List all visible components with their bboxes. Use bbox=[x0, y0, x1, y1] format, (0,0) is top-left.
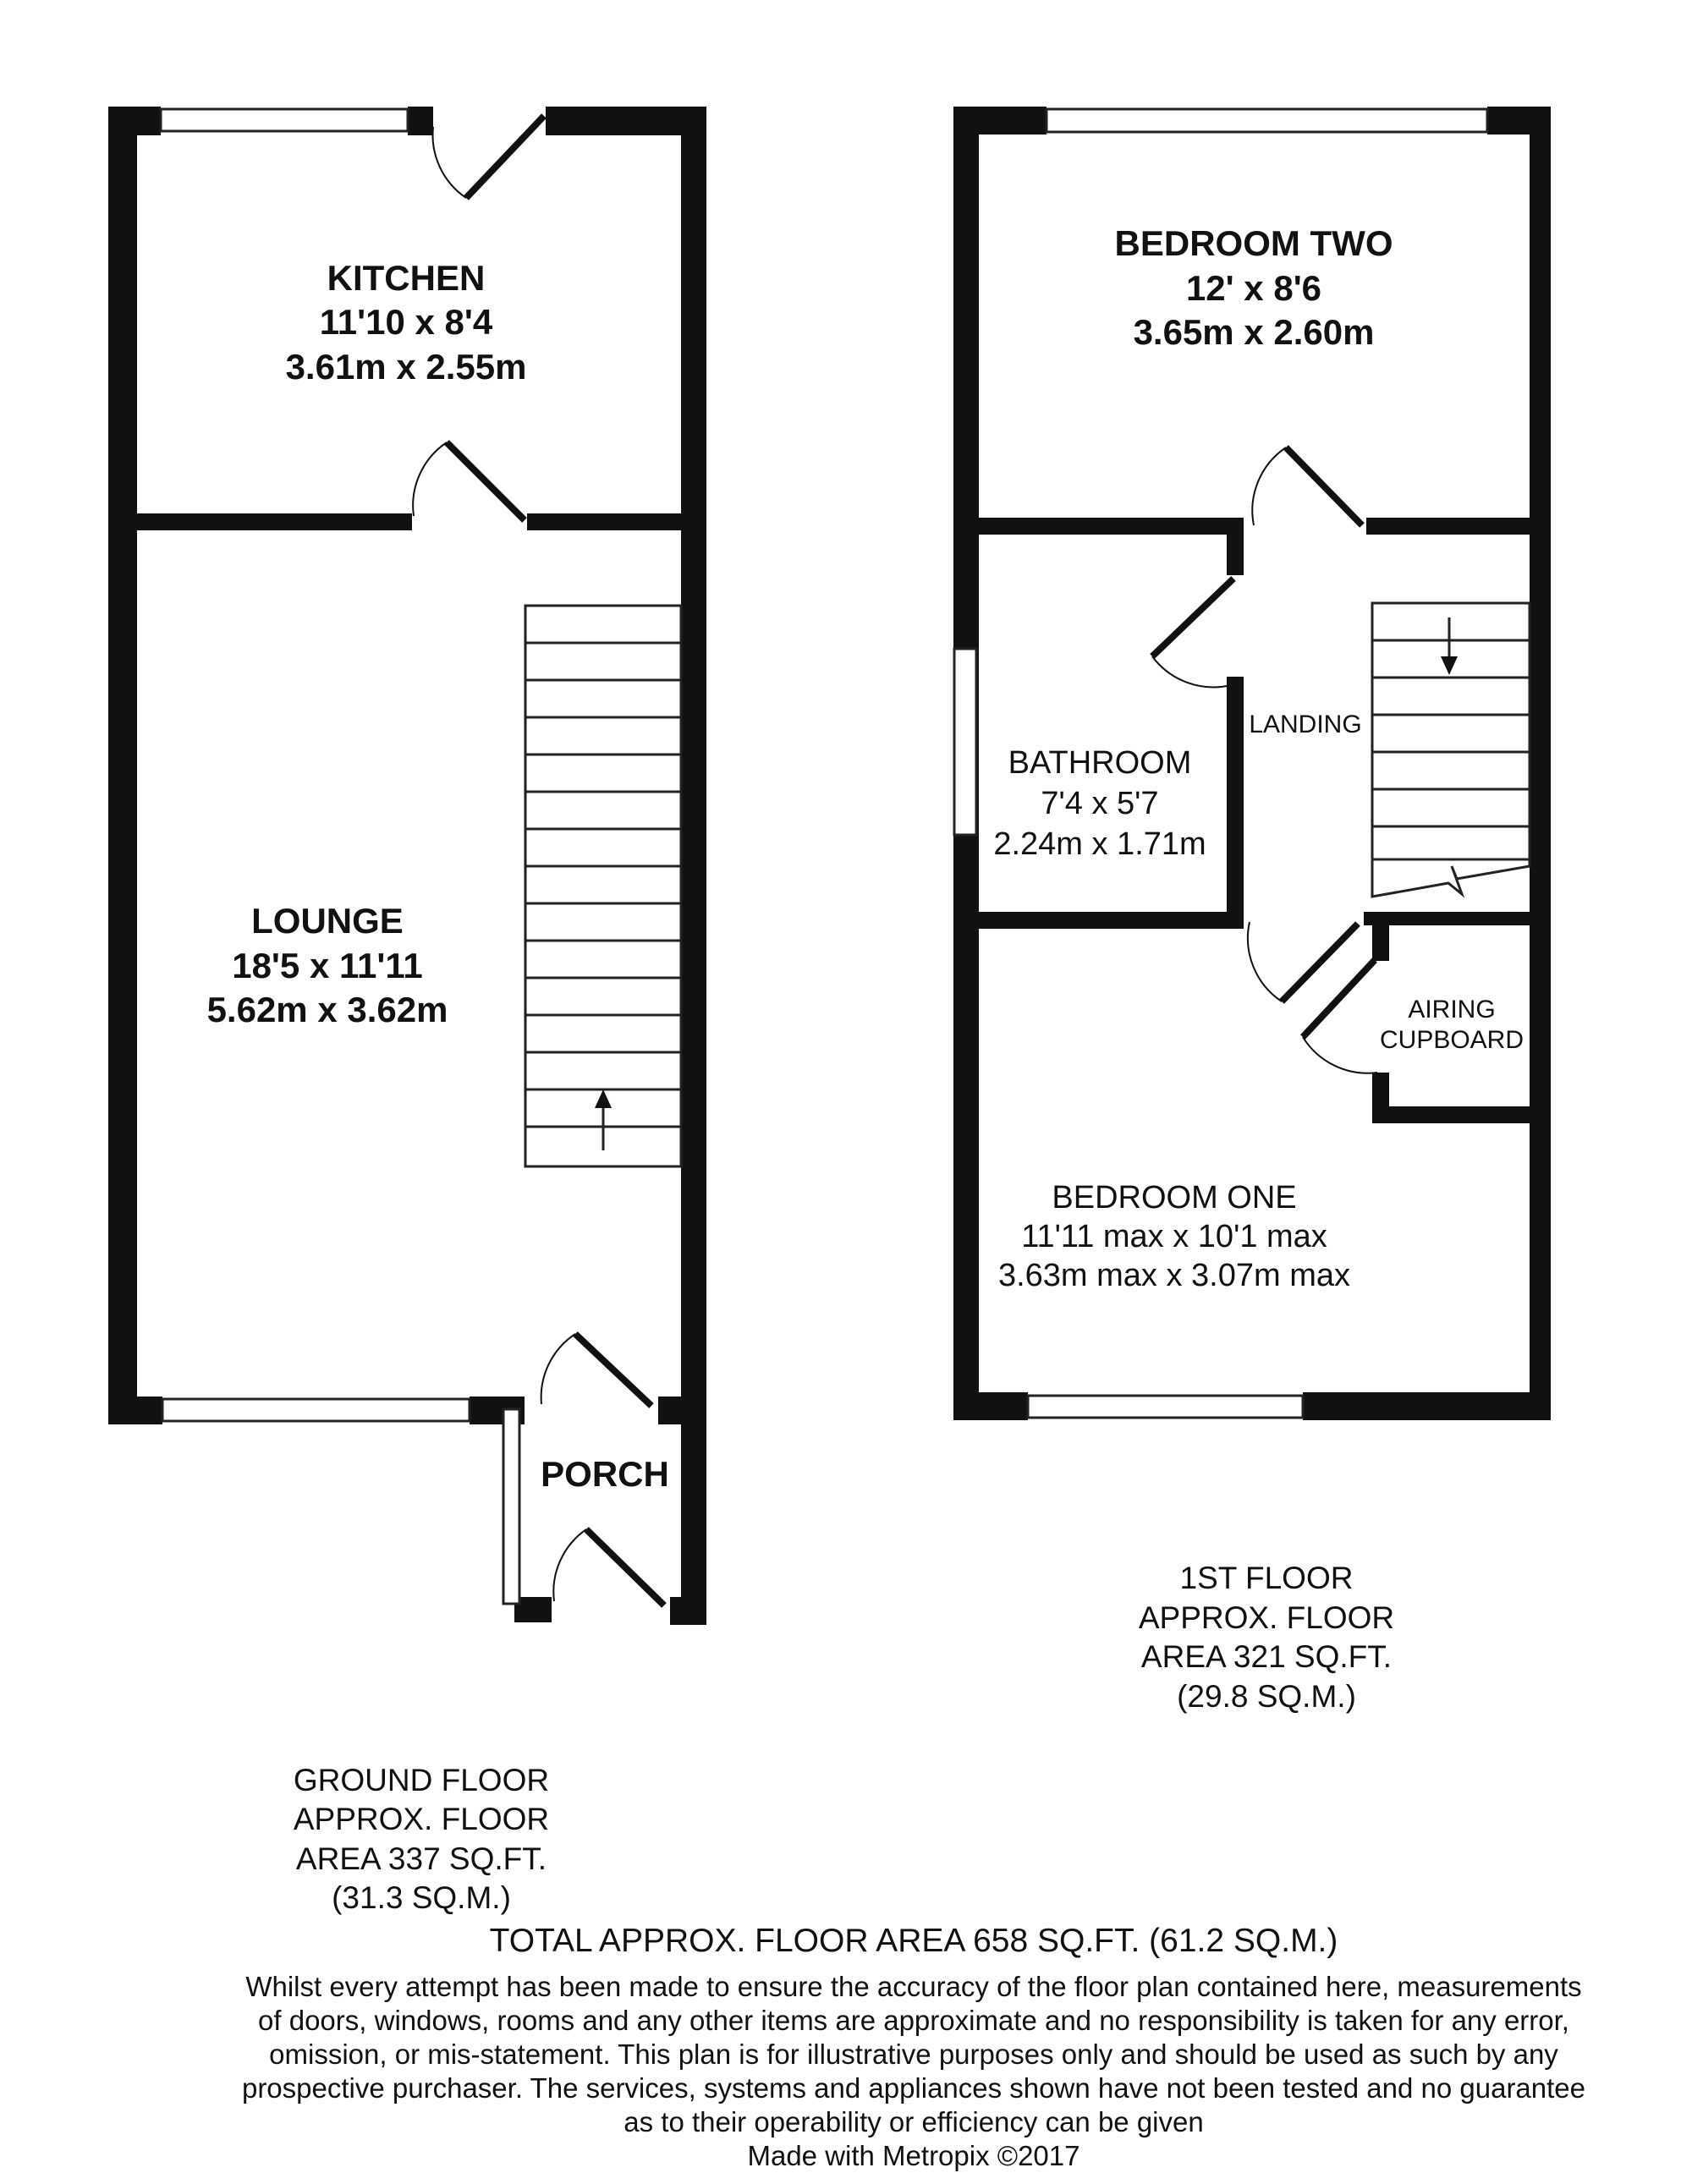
bedroom-one-door bbox=[1248, 922, 1358, 1001]
bedroom-two-imperial: 12' x 8'6 bbox=[1185, 268, 1322, 308]
first-floor-area bbox=[1139, 1561, 1394, 1714]
first-floor-area-line2: APPROX. FLOOR bbox=[1138, 1600, 1395, 1635]
ground-floor-area-line1: GROUND FLOOR bbox=[293, 1763, 550, 1797]
bathroom-window bbox=[954, 649, 976, 835]
bedroom-one-name: BEDROOM ONE bbox=[1052, 1180, 1297, 1215]
kitchen-metric: 3.61m x 2.55m bbox=[285, 347, 527, 387]
ground-floor-area-line4: (31.3 SQ.M.) bbox=[332, 1880, 511, 1915]
lounge-name: LOUNGE bbox=[251, 901, 404, 941]
kitchen-name: KITCHEN bbox=[327, 258, 486, 298]
kitchen-window bbox=[161, 109, 408, 131]
kitchen-lounge-door bbox=[413, 442, 525, 520]
bathroom-metric: 2.24m x 1.71m bbox=[993, 826, 1206, 862]
disclaimer-line1: Whilst every attempt has been made to ensure the accuracy of the floor plan contained here, measurements bbox=[245, 1971, 1582, 2002]
lounge-metric: 5.62m x 3.62m bbox=[206, 990, 448, 1029]
lounge-window bbox=[162, 1399, 470, 1421]
bedroom-two-door bbox=[1252, 447, 1362, 525]
lounge-imperial: 18'5 x 11'11 bbox=[232, 946, 423, 985]
bedroom-one-imperial: 11'11 max x 10'1 max bbox=[1021, 1219, 1327, 1254]
lounge-label bbox=[207, 901, 448, 1029]
bathroom-label bbox=[993, 745, 1206, 862]
ground-floor-area-line3: AREA 337 SQ.FT. bbox=[295, 1841, 547, 1876]
bathroom-imperial: 7'4 x 5'7 bbox=[1041, 786, 1159, 821]
ground-floor-area bbox=[294, 1763, 549, 1915]
disclaimer-line3: omission, or mis-statement. This plan is for illustrative purposes only and should be used as such by any bbox=[269, 2039, 1558, 2070]
first-floor-area-line1: 1ST FLOOR bbox=[1179, 1561, 1354, 1595]
airing-cupboard-line1: AIRING bbox=[1408, 996, 1496, 1023]
bedroom-one-metric: 3.63m max x 3.07m max bbox=[997, 1258, 1351, 1293]
bedroom-one-window bbox=[1028, 1396, 1303, 1418]
ground-floor-plan bbox=[108, 107, 706, 1625]
landing-name: LANDING bbox=[1249, 711, 1362, 738]
disclaimer-line5: as to their operability or efficiency can be given bbox=[624, 2106, 1204, 2137]
bathroom-door bbox=[1152, 579, 1233, 687]
bedroom-two-name: BEDROOM TWO bbox=[1114, 223, 1393, 263]
kitchen-back-door bbox=[432, 116, 544, 198]
bedroom-two-window bbox=[1047, 109, 1487, 132]
metropix-credit: Made with Metropix ©2017 bbox=[747, 2140, 1080, 2171]
bathroom-name: BATHROOM bbox=[1008, 745, 1192, 781]
ground-floor-staircase bbox=[525, 606, 681, 1166]
airing-cupboard-door bbox=[1303, 960, 1377, 1073]
ground-floor-area-line2: APPROX. FLOOR bbox=[293, 1802, 550, 1836]
bedroom-one-label bbox=[998, 1180, 1350, 1293]
disclaimer-line4: prospective purchaser. The services, systems and appliances shown have not been tested and no guarantee bbox=[241, 2072, 1586, 2104]
airing-cupboard-line2: CUPBOARD bbox=[1379, 1026, 1524, 1054]
first-floor-area-line4: (29.8 SQ.M.) bbox=[1177, 1679, 1356, 1714]
total-floor-area: TOTAL APPROX. FLOOR AREA 658 SQ.FT. (61.2 SQ.M.) bbox=[489, 1923, 1338, 1959]
disclaimer-line2: of doors, windows, rooms and any other items are approximate and no responsibility is taken for any error, bbox=[258, 2005, 1569, 2036]
first-floor-plan bbox=[953, 107, 1551, 1420]
kitchen-label bbox=[286, 258, 527, 387]
porch-name: PORCH bbox=[541, 1454, 669, 1494]
porch-window bbox=[503, 1409, 519, 1604]
front-door bbox=[553, 1529, 664, 1605]
bedroom-two-metric: 3.65m x 2.60m bbox=[1133, 312, 1375, 352]
airing-cupboard-label bbox=[1380, 996, 1524, 1054]
lounge-porch-door bbox=[541, 1334, 651, 1406]
disclaimer bbox=[242, 1971, 1585, 2171]
first-floor-area-line3: AREA 321 SQ.FT. bbox=[1140, 1639, 1393, 1674]
first-floor-staircase bbox=[1372, 603, 1530, 897]
bedroom-two-label bbox=[1115, 223, 1393, 352]
kitchen-imperial: 11'10 x 8'4 bbox=[319, 302, 493, 342]
